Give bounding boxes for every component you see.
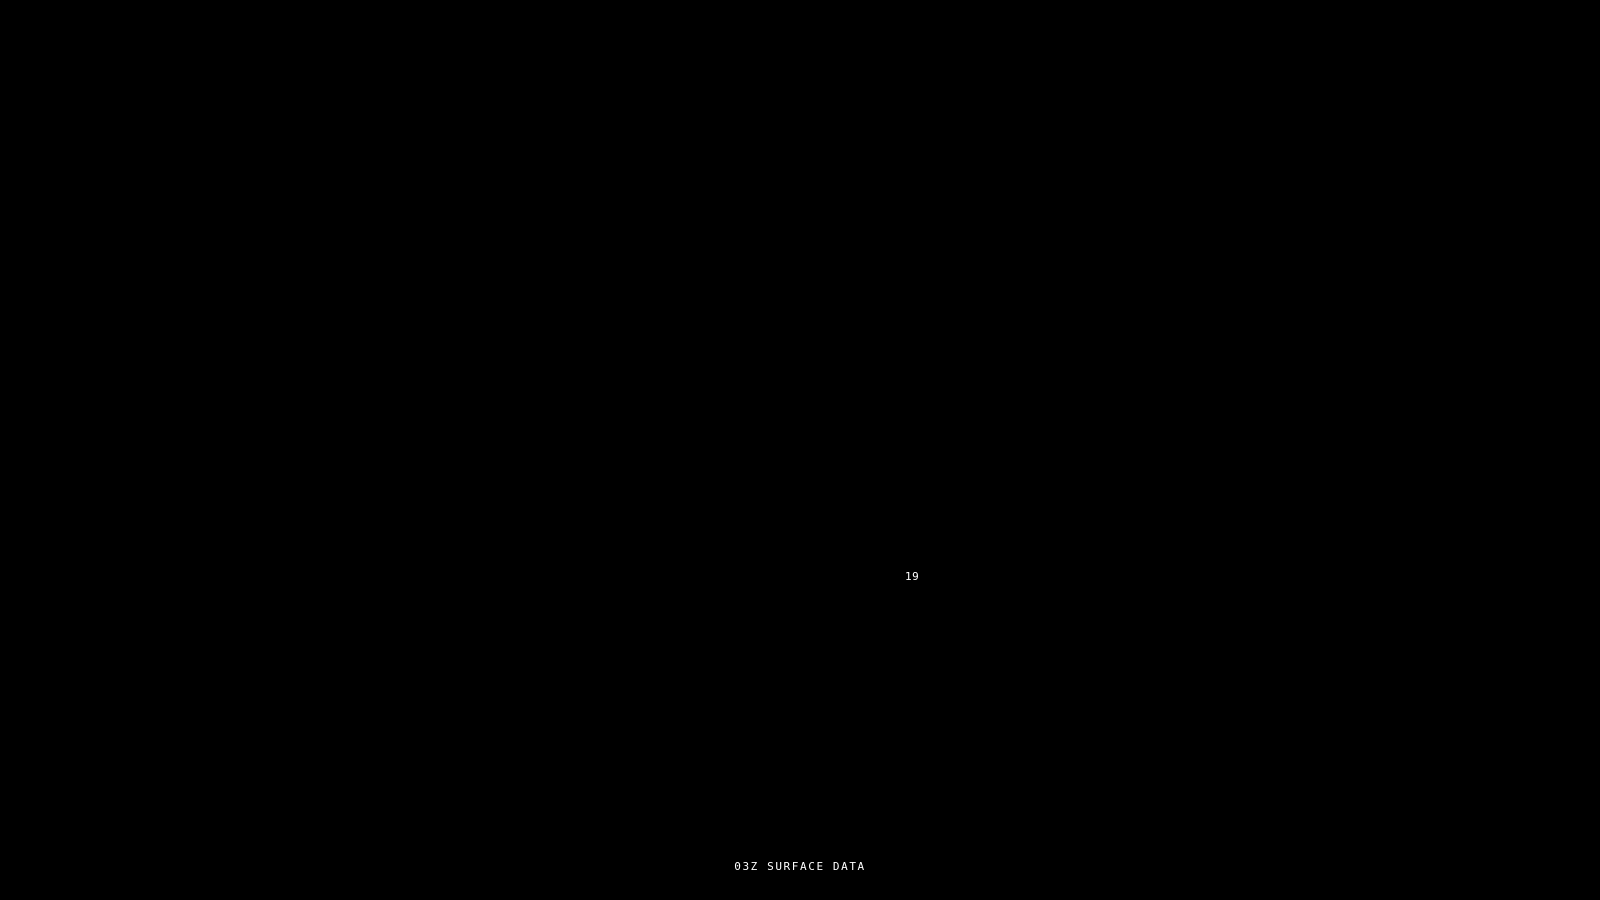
station-temperature-value: 19 — [905, 570, 920, 583]
map-title-caption: 03Z SURFACE DATA — [734, 860, 866, 873]
